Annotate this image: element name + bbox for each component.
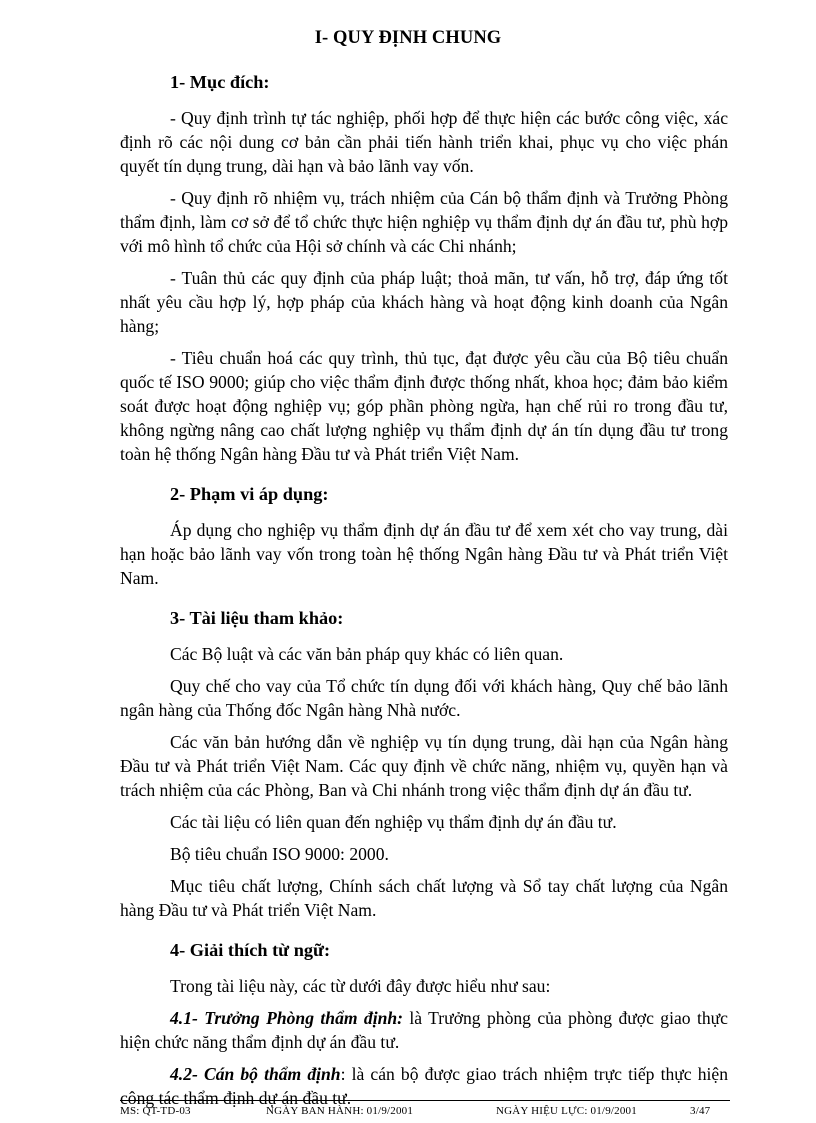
- paragraph: Mục tiêu chất lượng, Chính sách chất lượng và Sổ tay chất lượng của Ngân hàng Đầu tư và Phát triển Việt Nam.: [120, 876, 728, 920]
- section-heading-purpose: 1- Mục đích:: [170, 72, 270, 92]
- effective-date: NGÀY HIỆU LỰC: 01/9/2001: [496, 1105, 637, 1117]
- definition-text: : là cán bộ được giao trách nhiệm trực tiếp thực hiện công tác thẩm định dự án đầu tư.: [120, 1064, 728, 1108]
- definition-item: [120, 1006, 728, 1054]
- paragraph: - Tuân thủ các quy định của pháp luật; thoả mãn, tư vấn, hỗ trợ, đáp ứng tốt nhất yêu cầu hợp lý, hợp pháp của khách hàng và hoạt động kinh doanh của Ngân hàng;: [120, 268, 728, 336]
- paragraph: - Quy định trình tự tác nghiệp, phối hợp để thực hiện các bước công việc, xác định rõ các nội dung cơ bản cần phải tiến hành triển khai, phục vụ cho việc phán quyết tín dụng trung, dài hạn và bảo lãnh vay vốn.: [120, 108, 728, 176]
- definition-term: 4.2- Cán bộ thẩm định: [170, 1064, 341, 1084]
- section-heading-scope: 2- Phạm vi áp dụng:: [170, 484, 329, 504]
- page-title: I- QUY ĐỊNH CHUNG: [314, 28, 502, 48]
- definition-item: [120, 1062, 728, 1110]
- paragraph: Các Bộ luật và các văn bản pháp quy khác có liên quan.: [170, 644, 564, 664]
- paragraph: - Tiêu chuẩn hoá các quy trình, thủ tục, đạt được yêu cầu của Bộ tiêu chuẩn quốc tế ISO 9000; giúp cho việc thẩm định được thống nhất, khoa học; đảm bảo kiểm soát được hoạt động nghiệp vụ; góp phần phòng ngừa, hạn chế rủi ro trong đầu tư, không ngừng nâng cao chất lượng nghiệp vụ thẩm định dự án tín dụng đầu tư trong toàn hệ thống Ngân hàng Đầu tư và Phát triển Việt Nam.: [120, 348, 728, 464]
- paragraph: Áp dụng cho nghiệp vụ thẩm định dự án đầu tư để xem xét cho vay trung, dài hạn hoặc bảo lãnh vay vốn trong toàn hệ thống Ngân hàng Đầu tư và Phát triển Việt Nam.: [120, 520, 728, 588]
- paragraph: Các văn bản hướng dẫn về nghiệp vụ tín dụng trung, dài hạn của Ngân hàng Đầu tư và Phát triển Việt Nam. Các quy định về chức năng, nhiệm vụ, quyền hạn và trách nhiệm của các Phòng, Ban và Chi nhánh trong việc thẩm định dự án đầu tư.: [120, 732, 728, 800]
- paragraph: Quy chế cho vay của Tổ chức tín dụng đối với khách hàng, Quy chế bảo lãnh ngân hàng của Thống đốc Ngân hàng Nhà nước.: [120, 676, 728, 720]
- definition-term: 4.1- Trưởng Phòng thẩm định:: [170, 1008, 404, 1028]
- section-heading-definitions: 4- Giải thích từ ngữ:: [170, 940, 331, 960]
- document-body: [120, 70, 728, 1118]
- paragraph: - Quy định rõ nhiệm vụ, trách nhiệm của Cán bộ thẩm định và Trưởng Phòng thẩm định, làm cơ sở để tổ chức thực hiện nghiệp vụ thẩm định dự án đầu tư, phù hợp với mô hình tổ chức của Hội sở chính và các Chi nhánh;: [120, 188, 728, 256]
- issue-date: NGÀY BAN HÀNH: 01/9/2001: [266, 1105, 414, 1117]
- definition-text: là Trưởng phòng của phòng được giao thực hiện chức năng thẩm định dự án đầu tư.: [120, 1008, 728, 1052]
- paragraph: Các tài liệu có liên quan đến nghiệp vụ thẩm định dự án đầu tư.: [170, 812, 617, 832]
- paragraph: Trong tài liệu này, các từ dưới đây được hiểu như sau:: [170, 976, 551, 996]
- page-footer: [120, 1100, 730, 1117]
- document-code: MS: QT-TD-03: [120, 1105, 191, 1117]
- page-number: 3/47: [690, 1105, 711, 1117]
- section-heading-references: 3- Tài liệu tham khảo:: [170, 608, 344, 628]
- paragraph: Bộ tiêu chuẩn ISO 9000: 2000.: [170, 844, 389, 864]
